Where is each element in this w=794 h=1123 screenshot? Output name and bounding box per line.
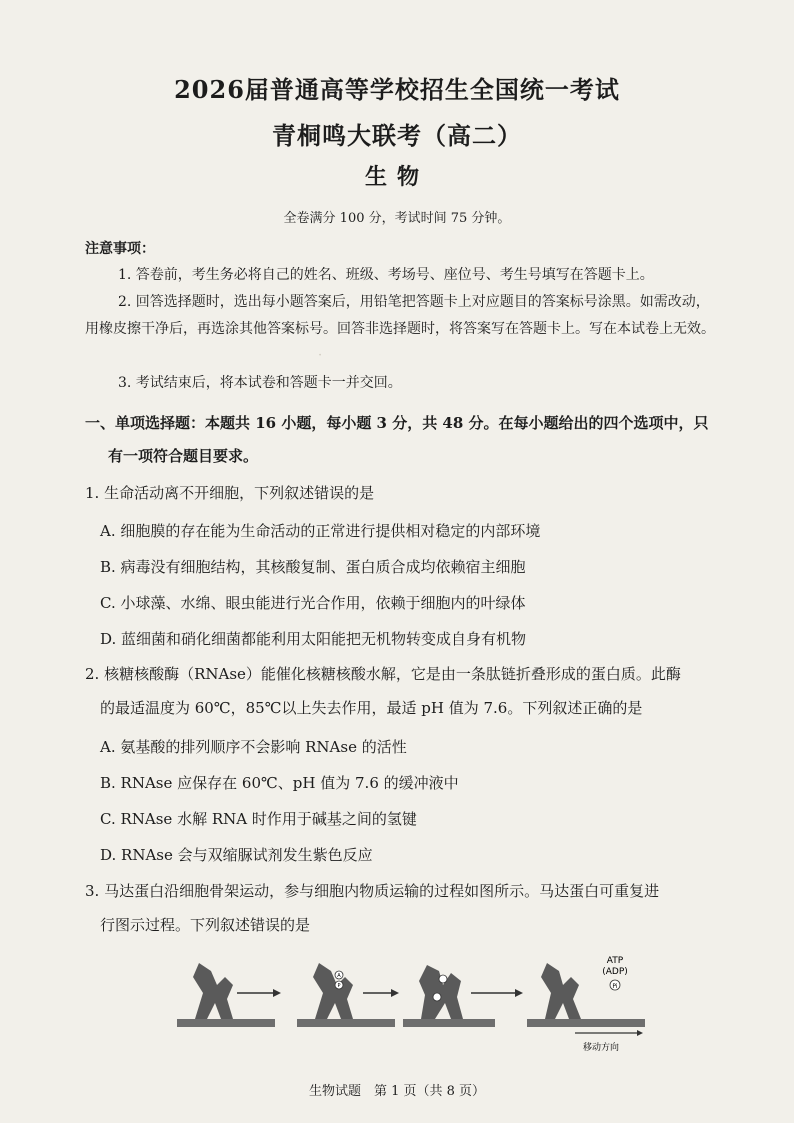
atp-letter-p: P [337, 983, 341, 989]
atp-label: ATP [606, 956, 624, 966]
notice-heading: 注意事项： [85, 241, 155, 257]
pi-label: Pi [612, 983, 618, 990]
exam-meta: 全卷满分 100 分，考试时间 75 分钟。 [283, 211, 511, 226]
direction-label: 移动方向 [582, 1043, 620, 1053]
question-1-option-c: C. 小球藻、水绵、眼虫能进行光合作用，依赖于细胞内的叶绿体 [100, 594, 526, 612]
cytoskeleton-track-3 [403, 1019, 495, 1027]
motor-protein-stage-3 [403, 965, 495, 1027]
question-2-option-a: A. 氨基酸的排列顺序不会影响 RNAse 的活性 [100, 738, 407, 756]
adp-molecule-icon [439, 975, 447, 983]
motor-protein-shape-3 [419, 965, 463, 1019]
subject-title: 生物 [364, 164, 429, 190]
cytoskeleton-track-2 [297, 1019, 395, 1027]
question-2-option-b: B. RNAse 应保存在 60℃、pH 值为 7.6 的缓冲液中 [100, 774, 459, 792]
phosphate-release-icon [433, 993, 441, 1001]
arrow-2 [363, 989, 399, 997]
motor-protein-shape-4 [541, 963, 581, 1019]
motor-protein-stage-4 [527, 956, 645, 1053]
arrow-3 [471, 989, 523, 997]
exam-title: 2026届普通高等学校招生全国统一考试 [174, 75, 620, 104]
motor-protein-shape-2 [313, 963, 353, 1019]
question-3-stem-line1: 3. 马达蛋白沿细胞骨架运动，参与细胞内物质运输的过程如图所示。马达蛋白可重复进 [85, 882, 660, 900]
adp-label: (ADP) [602, 967, 628, 977]
question-1-option-d: D. 蓝细菌和硝化细菌都能利用太阳能把无机物转变成自身有机物 [100, 630, 527, 648]
page-footer: 生物试题 第 1 页（共 8 页） [308, 1084, 486, 1099]
motor-protein-figure [175, 955, 655, 1065]
question-2-stem-line2: 的最适温度为 60℃，85℃以上失去作用，最适 pH 值为 7.6。下列叙述正确的是 [100, 699, 643, 717]
question-3-stem-line2: 行图示过程。下列叙述错误的是 [100, 916, 311, 934]
section-heading-line2: 有一项符合题目要求。 [108, 447, 259, 465]
notice-item-1: 1. 答卷前，考生务必将自己的姓名、班级、考场号、座位号、考生号填写在答题卡上。 [118, 267, 654, 283]
notice-item-2: 2. 回答选择题时，选出每小题答案后，用铅笔把答题卡上对应题目的答案标号涂黑。如需改动，用橡皮擦干净后，再选涂其他答案标号。回答非选择题时，将答案写在答题卡上。写在本试卷上无效。 [85, 294, 715, 337]
direction-arrow-icon [637, 1030, 643, 1036]
question-2-stem-line1: 2. 核糖核酸酶（RNAse）能催化核糖核酸水解，它是由一条肽链折叠形成的蛋白质。此酶 [85, 665, 681, 683]
arrow-1 [237, 989, 281, 997]
question-2-option-d: D. RNAse 会与双缩脲试剂发生紫色反应 [100, 846, 373, 864]
cytoskeleton-track-1 [177, 1019, 275, 1027]
section-heading-line1: 一、单项选择题：本题共 16 小题，每小题 3 分，共 48 分。在每小题给出的四个选项中，只 [85, 414, 709, 432]
motor-protein-shape-1 [193, 963, 233, 1019]
notice-item-3: 3. 考试结束后，将本试卷和答题卡一并交回。 [118, 375, 402, 391]
motor-protein-stage-1 [177, 963, 275, 1027]
bleed-through-text: · [318, 348, 323, 363]
atp-letter-a: A [337, 973, 341, 979]
question-1-option-a: A. 细胞膜的存在能为生命活动的正常进行提供相对稳定的内部环境 [100, 522, 541, 540]
exam-subtitle: 青桐鸣大联考（高二） [272, 121, 522, 150]
cytoskeleton-track-4 [527, 1019, 645, 1027]
motor-protein-stage-2 [297, 963, 395, 1027]
question-1-stem: 1. 生命活动离不开细胞，下列叙述错误的是 [85, 484, 375, 502]
question-2-option-c: C. RNAse 水解 RNA 时作用于碱基之间的氢键 [100, 810, 417, 828]
question-1-option-b: B. 病毒没有细胞结构，其核酸复制、蛋白质合成均依赖宿主细胞 [100, 558, 526, 576]
